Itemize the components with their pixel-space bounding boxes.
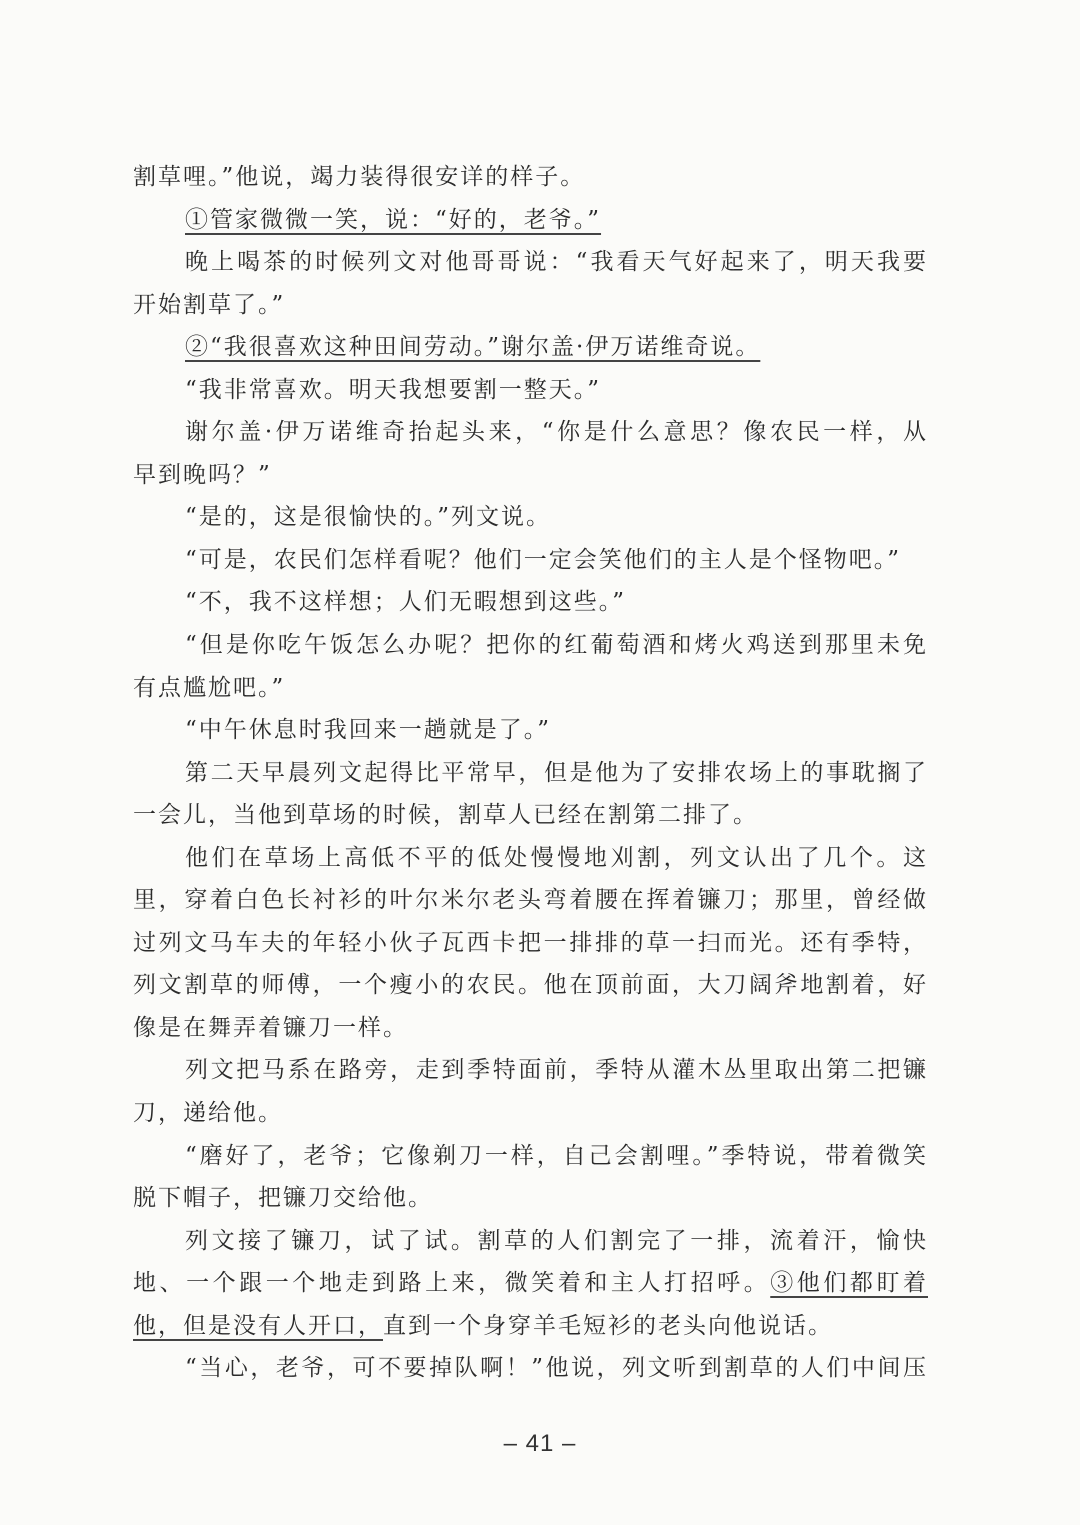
underlined-sentence-3-part-b: 他，但是没有人开口， (133, 1312, 383, 1339)
text-segment: 晚上喝茶的时候列文对他哥哥说：“我看天气好起来了，明天我要 (185, 249, 928, 276)
underlined-sentence-3-part-a: ③他们都盯着 (770, 1270, 928, 1297)
text-line (133, 241, 928, 284)
text-segment: “磨好了，老爷；它像剃刀一样，自己会割哩。”季特说，带着微笑 (185, 1142, 928, 1169)
text-segment: 刀，递给他。 (133, 1100, 283, 1127)
text-line (133, 369, 928, 412)
text-line (133, 709, 928, 752)
text-line (133, 1092, 928, 1135)
text-line (133, 411, 928, 454)
text-segment: 列文割草的师傅，一个瘦小的农民。他在顶前面，大刀阔斧地割着，好 (133, 972, 928, 999)
text-segment: 割草哩。”他说，竭力装得很安详的样子。 (133, 164, 586, 190)
text-line (133, 1177, 928, 1220)
text-segment: “不，我不这样想；人们无暇想到这些。” (185, 589, 627, 616)
text-segment: 脱下帽子，把镰刀交给他。 (133, 1185, 433, 1212)
text-line (133, 922, 928, 965)
text-line (133, 752, 928, 795)
underlined-sentence-2: ②“我很喜欢这种田间劳动。”谢尔盖·伊万诺维奇说。 (185, 334, 761, 361)
text-line (133, 1135, 928, 1178)
underlined-sentence-1: ①管家微微一笑，说：“好的，老爷。” (185, 206, 602, 233)
text-line (133, 624, 928, 667)
text-segment: 他们在草场上高低不平的低处慢慢地刈割，列文认出了几个。这 (185, 844, 928, 871)
text-segment: 一会儿，当他到草场的时候，割草人已经在割第二排了。 (133, 802, 758, 829)
text-line (133, 1305, 928, 1348)
text-segment: 过列文马车夫的年轻小伙子瓦西卡把一排排的草一扫而光。还有季特， (133, 929, 928, 956)
text-line (133, 1007, 928, 1050)
text-line (133, 1262, 928, 1305)
text-line (133, 284, 928, 327)
text-line (133, 496, 928, 539)
text-segment: “当心，老爷，可不要掉队啊！”他说，列文听到割草的人们中间压 (185, 1355, 928, 1382)
text-segment: 早到晚吗？” (133, 461, 272, 488)
text-line (133, 964, 928, 1007)
text-segment: 里，穿着白色长衬衫的叶尔米尔老头弯着腰在挥着镰刀；那里，曾经做 (133, 887, 928, 914)
text-line (133, 794, 928, 837)
text-segment: “可是，农民们怎样看呢？他们一定会笑他们的主人是个怪物吧。” (185, 546, 902, 573)
text-segment: “是的，这是很愉快的。”列文说。 (185, 504, 552, 531)
text-segment: “我非常喜欢。明天我想要割一整天。” (185, 376, 602, 403)
text-line (133, 837, 928, 880)
text-line (133, 539, 928, 582)
body-text (133, 156, 928, 1390)
text-line (133, 199, 928, 242)
page-number: – 41 – (503, 1430, 577, 1457)
text-line (133, 879, 928, 922)
text-line (133, 1347, 928, 1390)
text-segment: 列文把马系在路旁，走到季特面前，季特从灌木丛里取出第二把镰 (185, 1057, 928, 1084)
text-line (133, 581, 928, 624)
text-segment: 谢尔盖·伊万诺维奇抬起头来，“你是什么意思？像农民一样，从 (185, 419, 928, 446)
text-segment: “但是你吃午饭怎么办呢？把你的红葡萄酒和烤火鸡送到那里未免 (185, 632, 928, 659)
text-segment: 第二天早晨列文起得比平常早，但是他为了安排农场上的事耽搁了 (185, 759, 928, 786)
text-segment: 直到一个身穿羊毛短衫的老头向他说话。 (383, 1312, 833, 1339)
text-line (133, 667, 928, 710)
text-line (133, 1220, 928, 1263)
text-line (133, 454, 928, 497)
text-line (133, 156, 928, 199)
text-segment: 像是在舞弄着镰刀一样。 (133, 1014, 408, 1041)
text-segment: 有点尴尬吧。” (133, 674, 286, 701)
text-line (133, 1049, 928, 1092)
text-segment: 列文接了镰刀，试了试。割草的人们割完了一排，流着汗，愉快 (185, 1227, 928, 1254)
text-segment: “中午休息时我回来一趟就是了。” (185, 717, 552, 744)
text-segment: 开始割草了。” (133, 291, 286, 318)
text-line (133, 326, 928, 369)
text-segment: 地、一个跟一个地走到路上来，微笑着和主人打招呼。 (133, 1270, 771, 1297)
